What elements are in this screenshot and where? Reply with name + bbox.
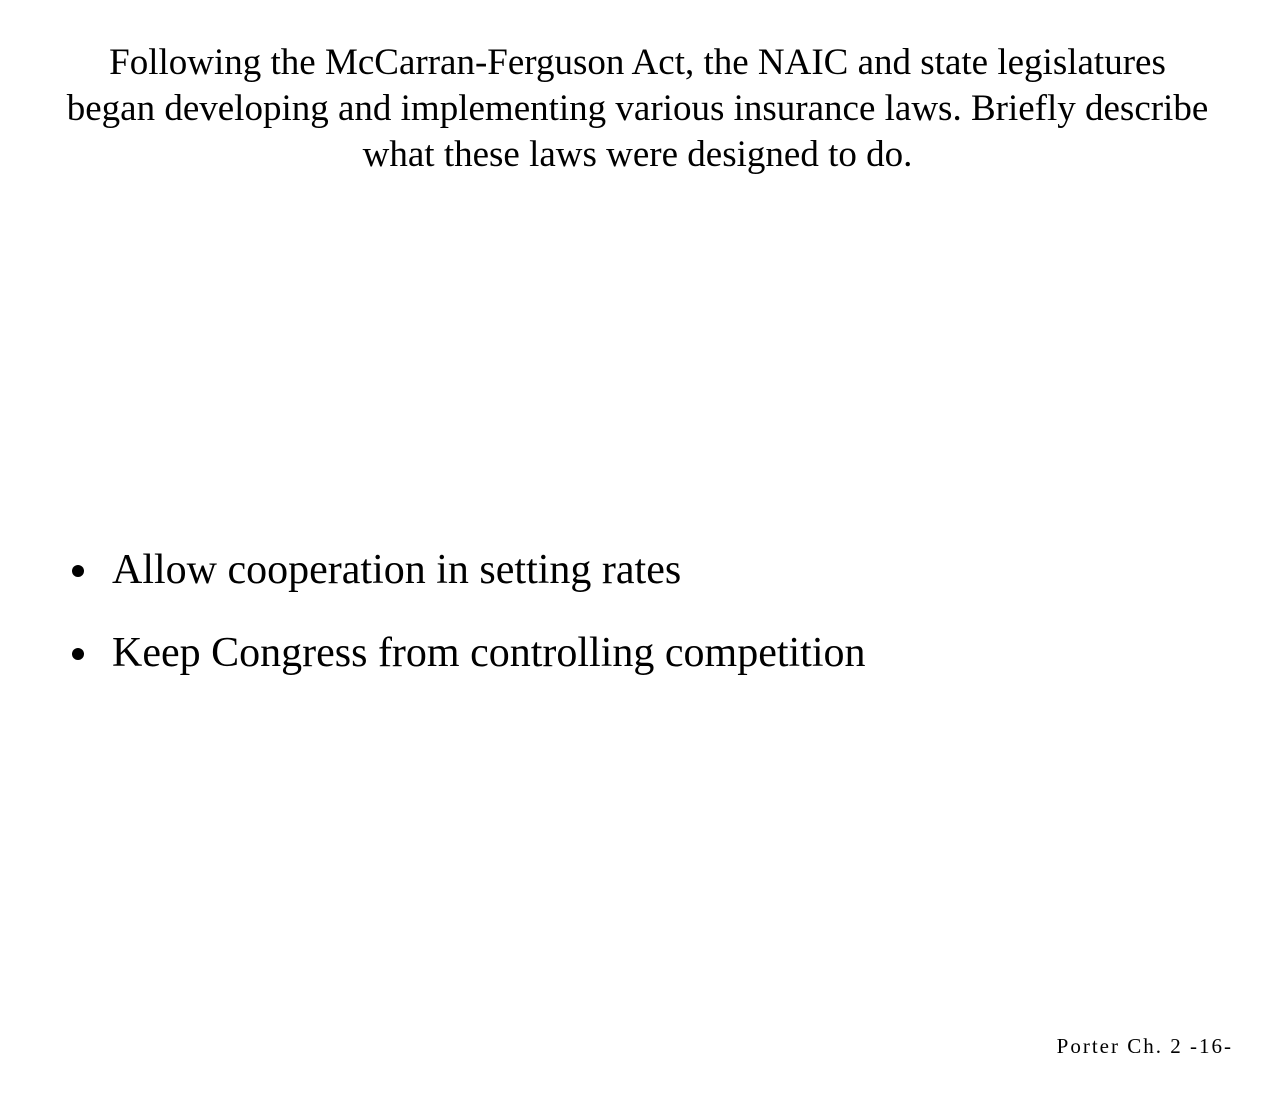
bullet-icon <box>72 565 84 577</box>
question-line: what these laws were designed to do. <box>362 134 913 175</box>
answer-text: Keep Congress from controlling competition <box>112 630 866 676</box>
question-line: began developing and implementing various insurance laws. Briefly describe <box>66 88 1209 129</box>
question-line: Following the McCarran-Ferguson Act, the NAIC and state legislatures <box>109 42 1166 83</box>
list-item <box>70 545 866 595</box>
page-footer: Porter Ch. 2 -16- <box>1056 1034 1233 1058</box>
question-text <box>0 40 1275 178</box>
list-item <box>70 628 866 678</box>
bullet-icon <box>72 648 84 660</box>
answer-text: Allow cooperation in setting rates <box>112 547 682 593</box>
answer-list <box>70 545 866 711</box>
